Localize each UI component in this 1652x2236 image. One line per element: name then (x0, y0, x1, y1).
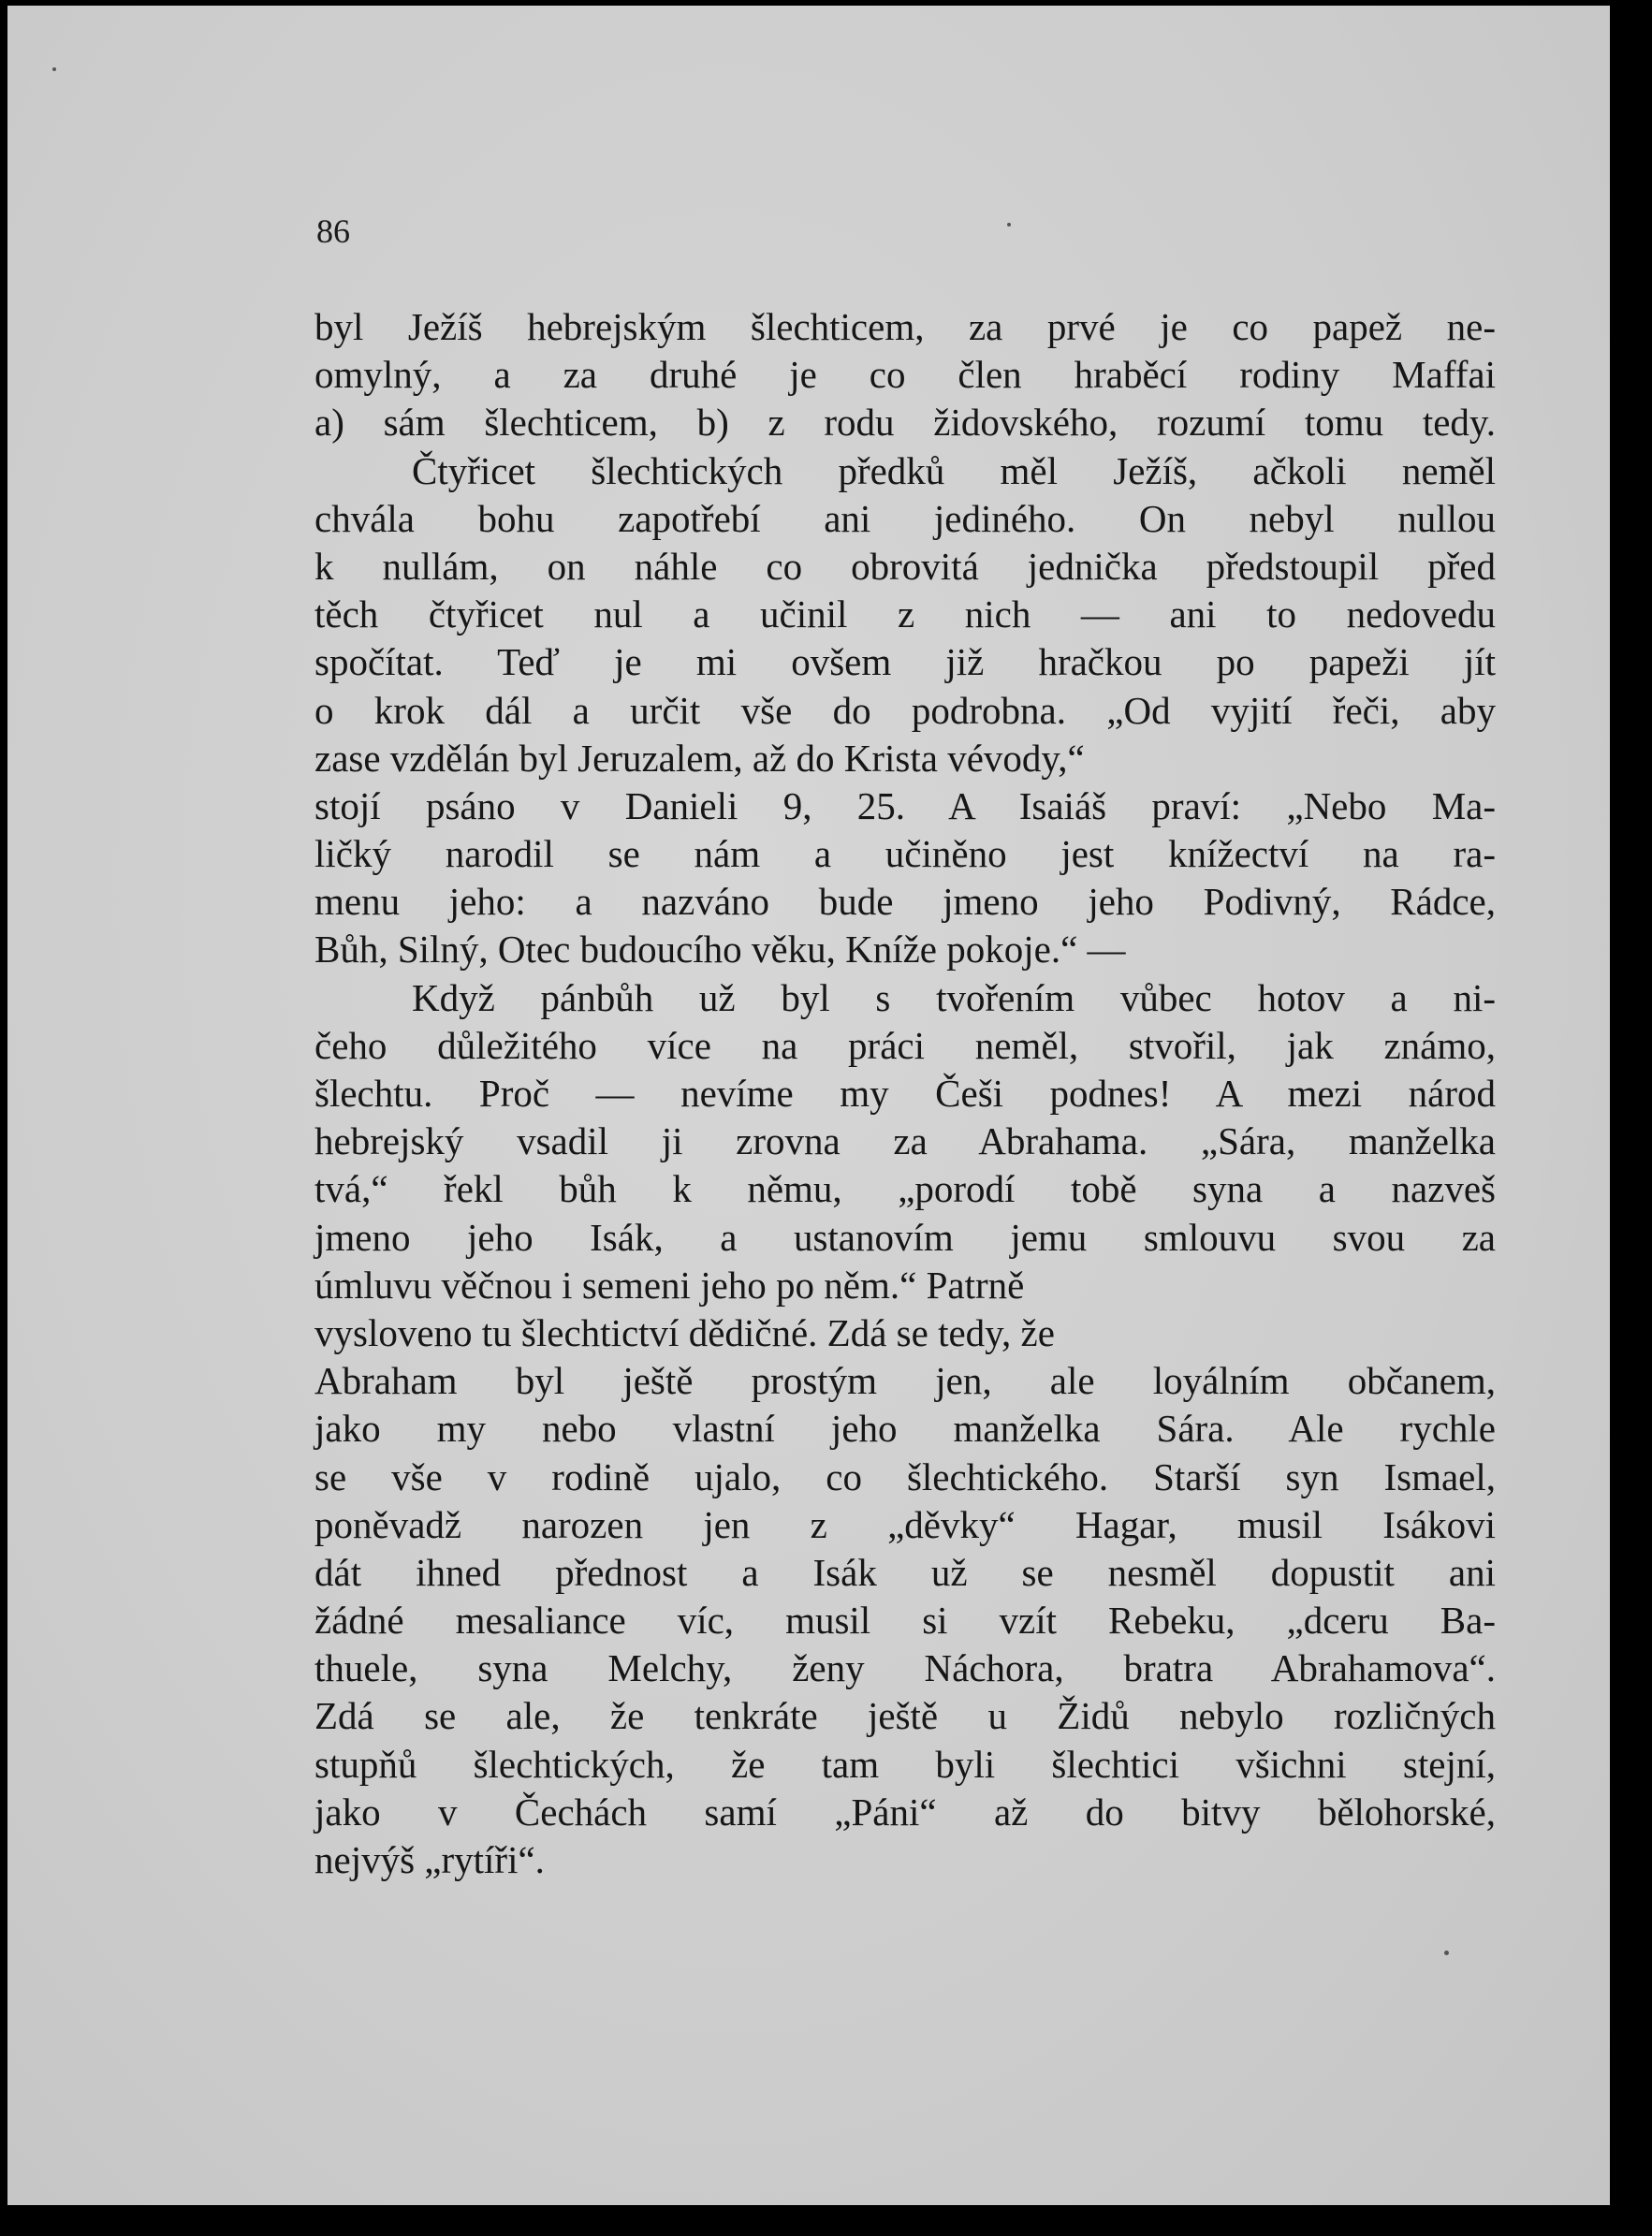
text-line: ličký narodil se nám a učiněno jest knížectví na ra- (314, 832, 1496, 876)
text-line: dát ihned přednost a Isák už se nesměl dopustit ani (314, 1550, 1496, 1594)
text-line: a) sám šlechticem, b) z rodu židovského, rozumí tomu tedy. (314, 401, 1496, 445)
ink-speck (1007, 223, 1011, 227)
text-line: jako my nebo vlastní jeho manželka Sára. Ale rychle (314, 1407, 1496, 1451)
page-number: 86 (316, 212, 350, 250)
text-line: o krok dál a určit vše do podrobna. „Od vyjití řeči, aby (314, 688, 1496, 732)
text-line: menu jeho: a nazváno bude jmeno jeho Podivný, Rádce, (314, 880, 1496, 924)
text-line: tvá,“ řekl bůh k němu, „porodí tobě syna a nazveš (314, 1167, 1496, 1211)
text-line: stupňů šlechtických, že tam byli šlechtici všichni stejní, (314, 1742, 1496, 1786)
book-page (7, 6, 1610, 2205)
text-line: stojí psáno v Danieli 9, 25. A Isaiáš praví: „Nebo Ma- (314, 783, 1496, 827)
text-line: k nullám, on náhle co obrovitá jednička předstoupil před (314, 544, 1496, 588)
text-line: jako v Čechách samí „Páni“ až do bitvy bělohorské, (314, 1790, 1496, 1834)
text-line: omylný, a za druhé je co člen hraběcí rodiny Maffai (314, 353, 1496, 397)
text-line: thuele, syna Melchy, ženy Náchora, bratra Abrahamova“. (314, 1646, 1496, 1690)
text-line: chvála bohu zapotřebí ani jediného. On nebyl nullou (314, 496, 1496, 540)
ink-speck (1444, 1951, 1449, 1955)
text-line: jmeno jeho Isák, a ustanovím jemu smlouvu svou za (314, 1215, 1496, 1259)
text-line: těch čtyřicet nul a učinil z nich — ani to nedovedu (314, 592, 1496, 636)
text-line: Když pánbůh už byl s tvořením vůbec hotov a ni- (412, 975, 1496, 1019)
text-line: nejvýš „rytíři“. (314, 1838, 545, 1881)
text-line: Abraham byl ještě prostým jen, ale loyálním občanem, (314, 1359, 1496, 1403)
text-line: Zdá se ale, že tenkráte ještě u Židů nebylo rozličných (314, 1694, 1496, 1738)
text-line: úmluvu věčnou i semeni jeho po něm.“ Patrně (314, 1263, 1025, 1307)
text-line: hebrejský vsadil ji zrovna za Abrahama. „Sára, manželka (314, 1119, 1496, 1163)
text-line: žádné mesaliance víc, musil si vzít Rebeku, „dceru Ba- (314, 1599, 1496, 1643)
text-line: poněvadž narozen jen z „děvky“ Hagar, musil Isákovi (314, 1502, 1496, 1546)
text-line: se vše v rodině ujalo, co šlechtického. Starší syn Ismael, (314, 1454, 1496, 1498)
text-line: Bůh, Silný, Otec budoucího věku, Kníže pokoje.“ — (314, 928, 1126, 972)
text-line: Čtyřicet šlechtických předků měl Ježíš, ačkoli neměl (412, 448, 1496, 492)
text-line: zase vzdělán byl Jeruzalem, až do Krista vévody,“ (314, 736, 1085, 780)
text-line: šlechtu. Proč — nevíme my Češi podnes! A mezi národ (314, 1072, 1496, 1115)
text-line: byl Ježíš hebrejským šlechticem, za prvé je co papež ne- (314, 305, 1496, 348)
ink-speck (52, 67, 56, 71)
text-line: vysloveno tu šlechtictví dědičné. Zdá se tedy, že (314, 1310, 1055, 1354)
text-line: čeho důležitého více na práci neměl, stvořil, jak známo, (314, 1023, 1496, 1067)
body-text (314, 303, 1496, 1884)
text-line: spočítat. Teď je mi ovšem již hračkou po papeži jít (314, 640, 1496, 684)
